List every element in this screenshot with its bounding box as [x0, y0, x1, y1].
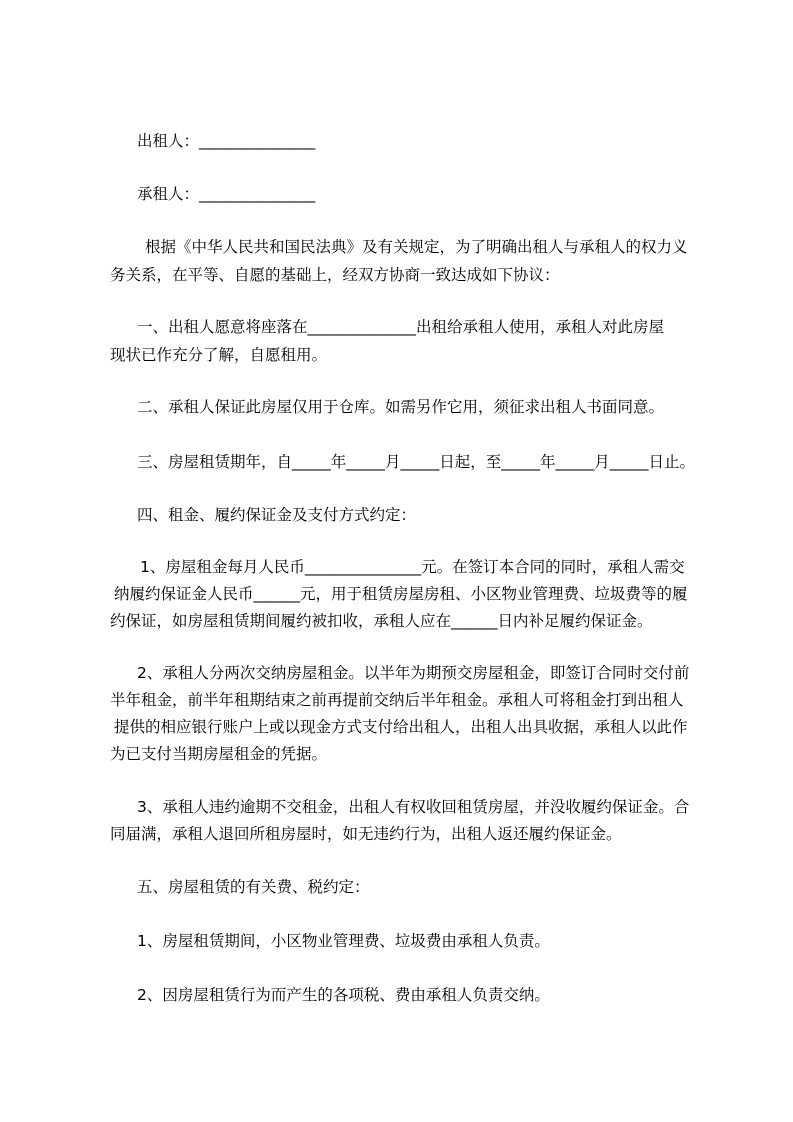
- clause-3: 三、房屋租赁期年，自_____年_____月_____日起，至_____年_____月_____日止。: [137, 453, 696, 471]
- clause-4-item-2-line-1: 2、承租人分两次交纳房屋租金。以半年为期预交房屋租金，即签订合同时交付前: [137, 664, 690, 682]
- clause-4-item-3-line-2: 同届满，承租人退回所租房屋时，如无违约行为，出租人返还履约保证金。: [110, 825, 622, 843]
- clause-4-heading: 四、租金、履约保证金及支付方式约定：: [137, 506, 417, 524]
- clause-5-heading: 五、房屋租赁的有关费、税约定：: [137, 878, 370, 896]
- lessor-line: 出租人：_______________: [137, 132, 316, 150]
- preamble-line-1: 根据《中华人民共和国民法典》及有关规定，为了明确出租人与承租人的权力义: [145, 238, 688, 256]
- clause-4-item-1-line-3: 约保证，如房屋租赁期间履约被扣收，承租人应在______日内补足履约保证金。: [110, 612, 653, 630]
- clause-4-item-3-line-1: 3、承租人违约逾期不交租金，出租人有权收回租赁房屋，并没收履约保证金。合: [137, 798, 690, 816]
- clause-4-item-2-line-4: 为已支付当期房屋租金的凭据。: [110, 745, 328, 763]
- clause-5-item-2: 2、因房屋租赁行为而产生的各项税、费由承租人负责交纳。: [137, 986, 550, 1004]
- lessee-line: 承租人：_______________: [137, 185, 316, 203]
- clause-1-line-2: 现状已作充分了解，自愿租用。: [110, 346, 328, 364]
- preamble-line-2: 务关系，在平等、自愿的基础上，经双方协商一致达成如下协议：: [110, 266, 560, 284]
- clause-2: 二、承租人保证此房屋仅用于仓库。如需另作它用，须征求出租人书面同意。: [137, 398, 665, 416]
- clause-4-item-2-line-3: 提供的相应银行账户上或以现金方式支付给出租人，出租人出具收据，承租人以此作: [114, 718, 688, 736]
- clause-4-item-1-line-1: 1、房屋租金每月人民币_______________元。在签订本合同的同时，承租人需交: [140, 558, 685, 576]
- clause-1-line-1: 一、出租人愿意将座落在______________出租给承租人使用，承租人对此房屋: [137, 318, 665, 336]
- clause-4-item-1-line-2: 纳履约保证金人民币______元，用于租赁房屋房租、小区物业管理费、垃圾费等的履: [114, 585, 688, 603]
- clause-4-item-2-line-2: 半年租金，前半年租期结束之前再提前交纳后半年租金。承租人可将租金打到出租人: [110, 691, 684, 709]
- clause-5-item-1: 1、房屋租赁期间，小区物业管理费、垃圾费由承租人负责。: [137, 932, 550, 950]
